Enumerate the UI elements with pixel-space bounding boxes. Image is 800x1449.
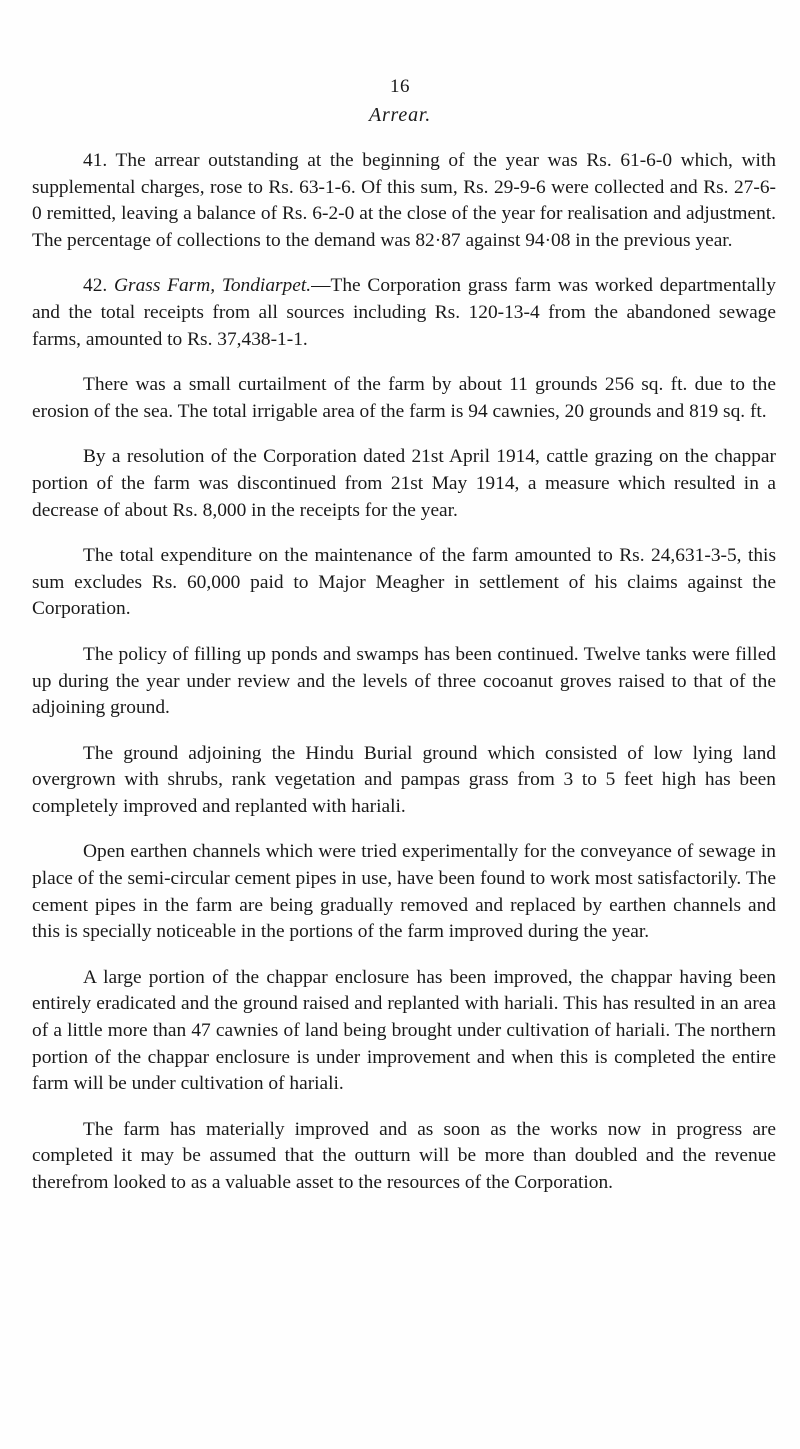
paragraph-number: 42. bbox=[83, 275, 108, 297]
paragraph-42 bbox=[32, 273, 776, 353]
paragraph-curtailment: There was a small curtailment of the farm by about 11 grounds 256 sq. ft. due to the erosion of the sea. The total irrigable area of the farm is 94 cawnies, 20 grounds and 819 sq. ft. bbox=[32, 374, 776, 422]
section-heading: Arrear. bbox=[368, 104, 432, 126]
paragraph-ponds: The policy of filling up ponds and swamps has been continued. Twelve tanks were filled up during the year under review and the levels of three cocoanut groves raised to that of the adjoining ground. bbox=[32, 643, 776, 719]
paragraph-outturn: The farm has materially improved and as soon as the works now in progress are completed it may be assumed that the outturn will be more than doubled and the revenue therefrom looked to as a valuable asset to the resources of the Corporation. bbox=[32, 1118, 776, 1193]
paragraph-chappar-enclosure: A large portion of the chappar enclosure has been improved, the chappar having been entirely eradicated and the ground raised and replanted with hariali. This has resulted in an area of a little more than 47 cawnies of land being brought under cultivation of hariali. The northern portion of the chappar enclosure is under improvement and when this is completed the entire farm will be under cultivation of hariali. bbox=[32, 966, 776, 1095]
document-body bbox=[32, 148, 776, 1215]
paragraph-expenditure: The total expenditure on the maintenance of the farm amounted to Rs. 24,631-3-5, this sum excludes Rs. 60,000 paid to Major Meagher in settlement of his claims against the Corporation. bbox=[32, 545, 776, 620]
paragraph-channels: Open earthen channels which were tried experimentally for the conveyance of sewage in place of the semi-circular cement pipes in use, have been found to work most satisfactorily. The cement pipes in the farm are being gradually removed and replaced by earthen channels and this is specially noticeable in the portions of the farm improved during the year. bbox=[32, 841, 776, 943]
paragraph-title: Grass Farm, Tondiarpet. bbox=[114, 275, 312, 297]
paragraph-resolution: By a resolution of the Corporation dated 21st April 1914, cattle grazing on the chappar portion of the farm was discontinued from 21st May 1914, a measure which resulted in a decrease of about Rs. 8,000 in the receipts for the year. bbox=[32, 446, 776, 521]
page-number: 16 bbox=[390, 76, 410, 97]
paragraph-text: —The Corporation grass farm was worked departmentally and the total receipts from all sources including Rs. 120-13-4 from the abandoned sewage farms, amounted to Rs. 37,438-1-1. bbox=[32, 275, 776, 350]
paragraph-number: 41. bbox=[83, 150, 108, 171]
paragraph-text: The arrear outstanding at the beginning of the year was Rs. 61-6-0 which, with supplemental charges, rose to Rs. 63-1-6. Of this sum, Rs. 29-9-6 were collected and Rs. 27-6-0 remitted, leaving a balance of Rs. 6-2-0 at the close of the year for realisation and adjustment. The percentage of collections to the demand was 82·87 against 94·08 in the previous year. bbox=[32, 150, 776, 251]
paragraph-burial-ground: The ground adjoining the Hindu Burial ground which consisted of low lying land overgrown with shrubs, rank vegetation and pampas grass from 3 to 5 feet high has been completely improved and replanted with hariali. bbox=[32, 742, 776, 817]
paragraph-41 bbox=[32, 148, 776, 254]
